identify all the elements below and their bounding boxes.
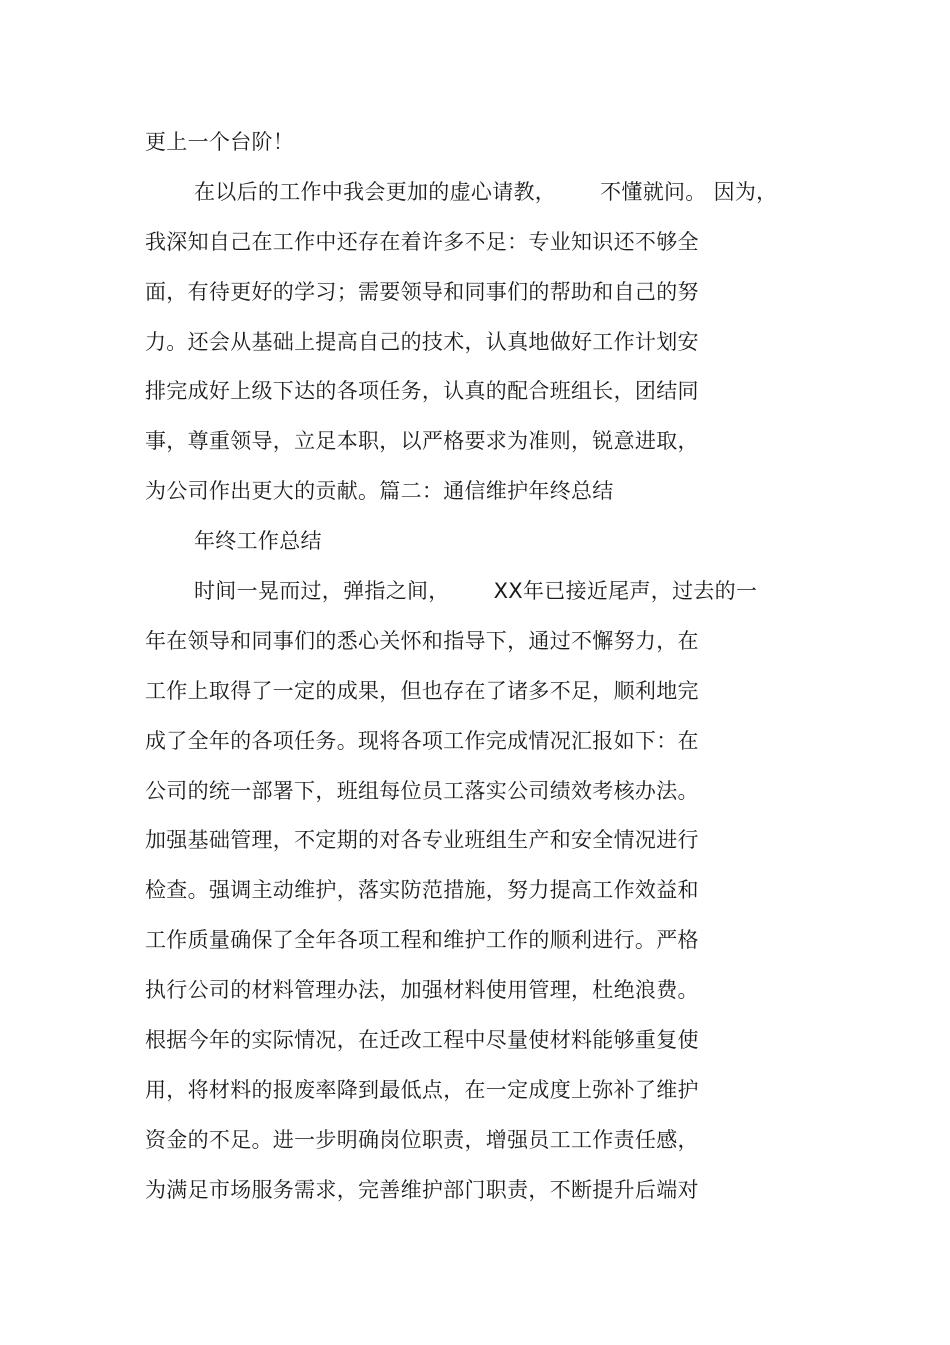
text-line: 成了全年的各项任务。现将各项工作完成情况汇报如下：在 xyxy=(145,729,699,753)
text-line: 加强基础管理，不定期的对各专业班组生产和安全情况进行 xyxy=(145,828,699,852)
text-line: 面，有待更好的学习；需要领导和同事们的帮助和自己的努 xyxy=(145,280,699,304)
text-line: 排完成好上级下达的各项任务，认真的配合班组长，团结同 xyxy=(145,379,699,403)
text-line: 力。还会从基础上提高自己的技术，认真地做好工作计划安 xyxy=(145,330,699,354)
text-line: 为公司作出更大的贡献。篇二：通信维护年终总结 xyxy=(145,479,614,503)
text-segment: 不懂就问。 因为， xyxy=(600,180,778,204)
text-segment: 在以后的工作中我会更加的虚心请教， xyxy=(194,180,557,204)
text-line: 年在领导和同事们的悉心关怀和指导下，通过不懈努力，在 xyxy=(145,629,699,653)
section-heading: 年终工作总结 xyxy=(194,529,322,553)
text-line xyxy=(194,576,757,606)
text-line: 根据今年的实际情况，在迁改工程中尽量使材料能够重复使 xyxy=(145,1028,699,1052)
text-segment: XX年已接近尾声，过去的一 xyxy=(493,579,758,603)
text-line: 更上一个台阶！ xyxy=(145,130,295,154)
text-line: 我深知自己在工作中还存在着许多不足：专业知识还不够全 xyxy=(145,230,699,254)
text-line: 为满足市场服务需求，完善维护部门职责，不断提升后端对 xyxy=(145,1178,699,1202)
text-line: 工作上取得了一定的成果，但也存在了诸多不足，顺利地完 xyxy=(145,679,699,703)
text-segment: 时间一晃而过，弹指之间， xyxy=(194,579,450,603)
text-line xyxy=(194,177,777,207)
text-line: 执行公司的材料管理办法，加强材料使用管理，杜绝浪费。 xyxy=(145,978,699,1002)
text-line: 用，将材料的报废率降到最低点，在一定成度上弥补了维护 xyxy=(145,1078,699,1102)
text-line: 检查。强调主动维护，落实防范措施，努力提高工作效益和 xyxy=(145,878,699,902)
text-line: 事，尊重领导，立足本职，以严格要求为准则，锐意进取， xyxy=(145,429,699,453)
text-line: 资金的不足。进一步明确岗位职责，增强员工工作责任感， xyxy=(145,1128,699,1152)
text-line: 公司的统一部署下，班组每位员工落实公司绩效考核办法。 xyxy=(145,779,699,803)
text-line: 工作质量确保了全年各项工程和维护工作的顺利进行。严格 xyxy=(145,928,699,952)
